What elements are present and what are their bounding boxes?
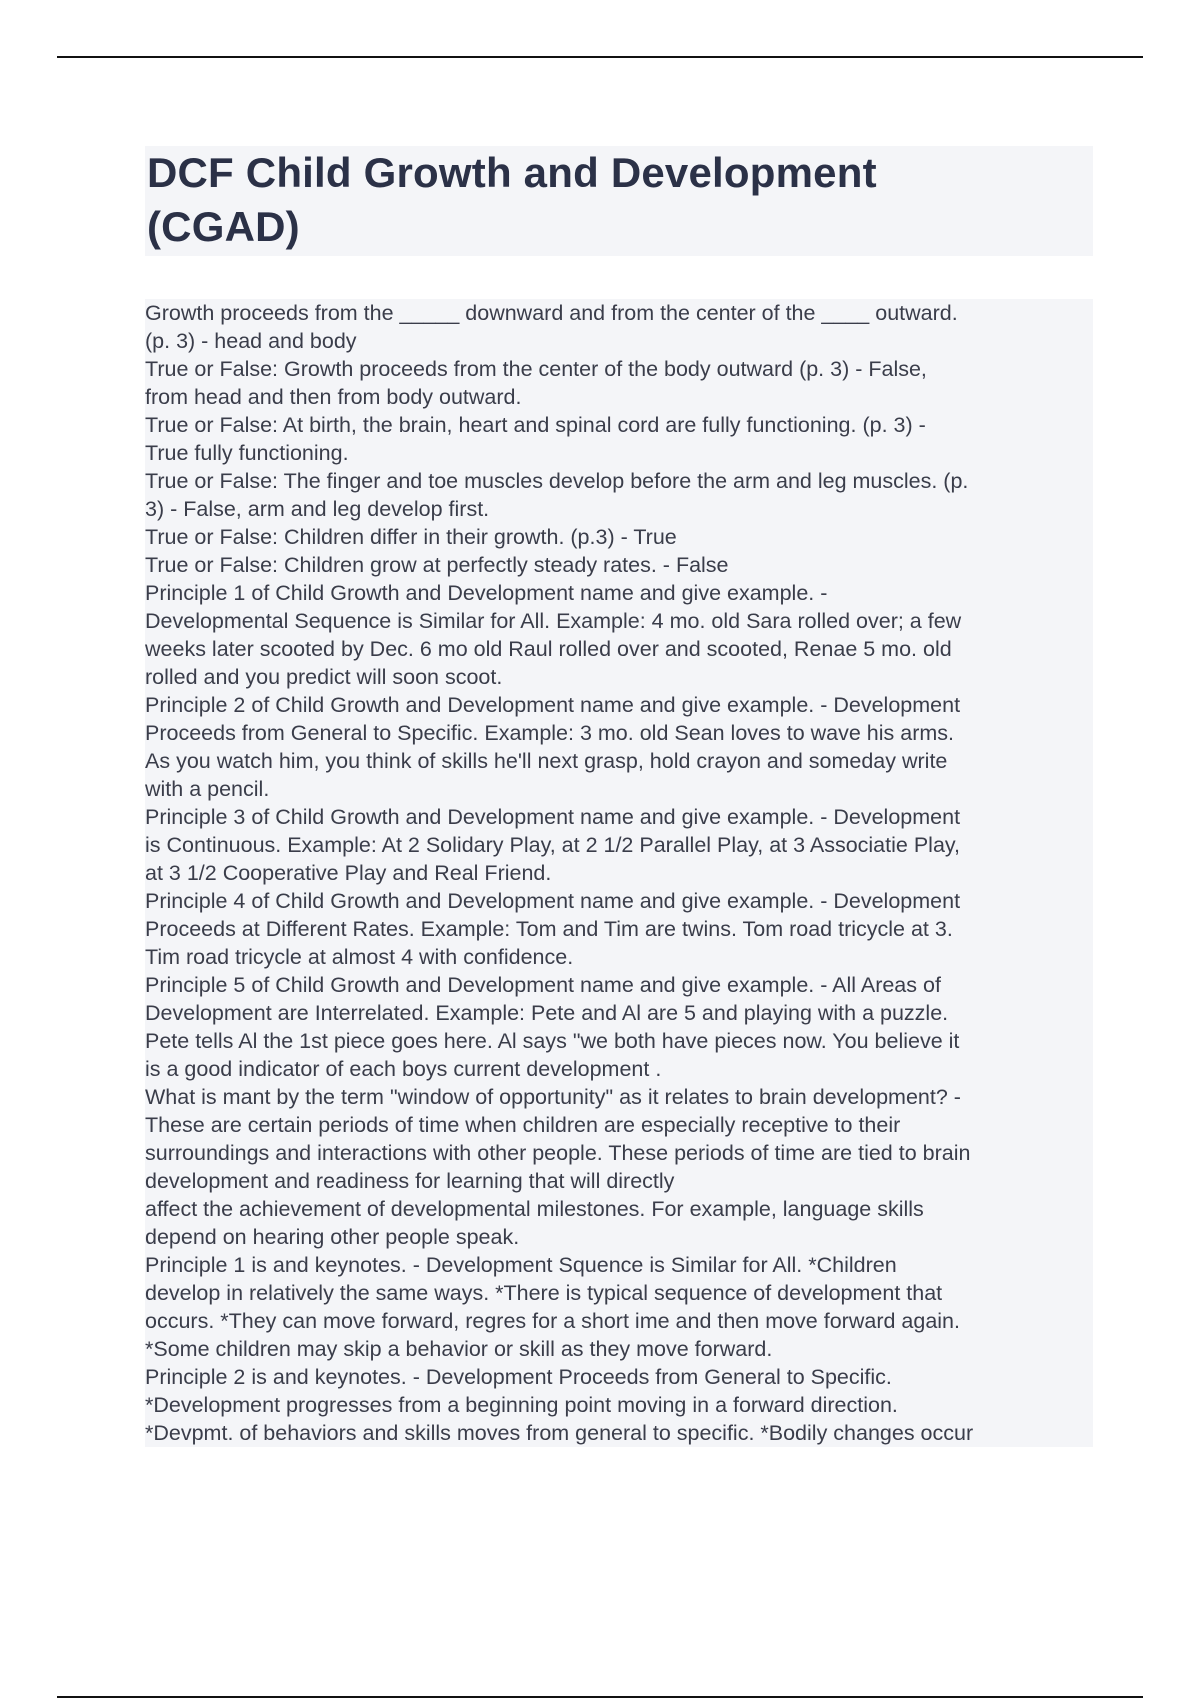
text-line: rolled and you predict will soon scoot. bbox=[145, 663, 1093, 691]
text-line: Principle 3 of Child Growth and Development name and give example. - Development bbox=[145, 803, 1093, 831]
text-line: True or False: At birth, the brain, heart and spinal cord are fully functioning. (p. 3) - bbox=[145, 411, 1093, 439]
text-line: True or False: Children grow at perfectly steady rates. - False bbox=[145, 551, 1093, 579]
title-line-1: DCF Child Growth and Development bbox=[147, 149, 877, 196]
text-line: is a good indicator of each boys current development . bbox=[145, 1055, 1093, 1083]
text-line: occurs. *They can move forward, regres for a short ime and then move forward again. bbox=[145, 1307, 1093, 1335]
text-line: Growth proceeds from the _____ downward and from the center of the ____ outward. bbox=[145, 299, 1093, 327]
text-line: Principle 2 of Child Growth and Development name and give example. - Development bbox=[145, 691, 1093, 719]
text-line: These are certain periods of time when children are especially receptive to their bbox=[145, 1111, 1093, 1139]
text-line: Principle 5 of Child Growth and Development name and give example. - All Areas of bbox=[145, 971, 1093, 999]
text-line: 3) - False, arm and leg develop first. bbox=[145, 495, 1093, 523]
text-line: *Some children may skip a behavior or skill as they move forward. bbox=[145, 1335, 1093, 1363]
text-line: Principle 4 of Child Growth and Development name and give example. - Development bbox=[145, 887, 1093, 915]
text-line: depend on hearing other people speak. bbox=[145, 1223, 1093, 1251]
text-line: As you watch him, you think of skills he'll next grasp, hold crayon and someday write bbox=[145, 747, 1093, 775]
text-line: (p. 3) - head and body bbox=[145, 327, 1093, 355]
bottom-rule bbox=[57, 1696, 1143, 1698]
text-line: affect the achievement of developmental milestones. For example, language skills bbox=[145, 1195, 1093, 1223]
top-rule bbox=[57, 56, 1143, 58]
text-line: is Continuous. Example: At 2 Solidary Play, at 2 1/2 Parallel Play, at 3 Associatie Play, bbox=[145, 831, 1093, 859]
document-body bbox=[145, 146, 1093, 1447]
text-line: Tim road tricycle at almost 4 with confidence. bbox=[145, 943, 1093, 971]
title-line-2: (CGAD) bbox=[147, 203, 300, 250]
text-line: development and readiness for learning that will directly bbox=[145, 1167, 1093, 1195]
text-line: from head and then from body outward. bbox=[145, 383, 1093, 411]
text-line: Pete tells Al the 1st piece goes here. Al says "we both have pieces now. You believe it bbox=[145, 1027, 1093, 1055]
text-line: Development are Interrelated. Example: Pete and Al are 5 and playing with a puzzle. bbox=[145, 999, 1093, 1027]
page-title bbox=[147, 146, 1093, 254]
text-line: Principle 2 is and keynotes. - Development Proceeds from General to Specific. bbox=[145, 1363, 1093, 1391]
text-line: develop in relatively the same ways. *There is typical sequence of development that bbox=[145, 1279, 1093, 1307]
flashcard-text bbox=[145, 299, 1093, 1447]
text-line: with a pencil. bbox=[145, 775, 1093, 803]
text-line: Developmental Sequence is Similar for All. Example: 4 mo. old Sara rolled over; a few bbox=[145, 607, 1093, 635]
text-line: at 3 1/2 Cooperative Play and Real Friend. bbox=[145, 859, 1093, 887]
text-line: True or False: Growth proceeds from the center of the body outward (p. 3) - False, bbox=[145, 355, 1093, 383]
text-line: *Development progresses from a beginning point moving in a forward direction. bbox=[145, 1391, 1093, 1419]
text-line: weeks later scooted by Dec. 6 mo old Raul rolled over and scooted, Renae 5 mo. old bbox=[145, 635, 1093, 663]
text-line: True fully functioning. bbox=[145, 439, 1093, 467]
text-line: Proceeds from General to Specific. Example: 3 mo. old Sean loves to wave his arms. bbox=[145, 719, 1093, 747]
title-block bbox=[145, 146, 1093, 256]
text-line: *Devpmt. of behaviors and skills moves from general to specific. *Bodily changes occur bbox=[145, 1419, 1093, 1447]
text-line: surroundings and interactions with other people. These periods of time are tied to brain bbox=[145, 1139, 1093, 1167]
text-line: What is mant by the term "window of opportunity" as it relates to brain development? - bbox=[145, 1083, 1093, 1111]
text-line: True or False: Children differ in their growth. (p.3) - True bbox=[145, 523, 1093, 551]
text-line: True or False: The finger and toe muscles develop before the arm and leg muscles. (p. bbox=[145, 467, 1093, 495]
text-line: Principle 1 is and keynotes. - Development Squence is Similar for All. *Children bbox=[145, 1251, 1093, 1279]
text-line: Principle 1 of Child Growth and Development name and give example. - bbox=[145, 579, 1093, 607]
text-line: Proceeds at Different Rates. Example: Tom and Tim are twins. Tom road tricycle at 3. bbox=[145, 915, 1093, 943]
